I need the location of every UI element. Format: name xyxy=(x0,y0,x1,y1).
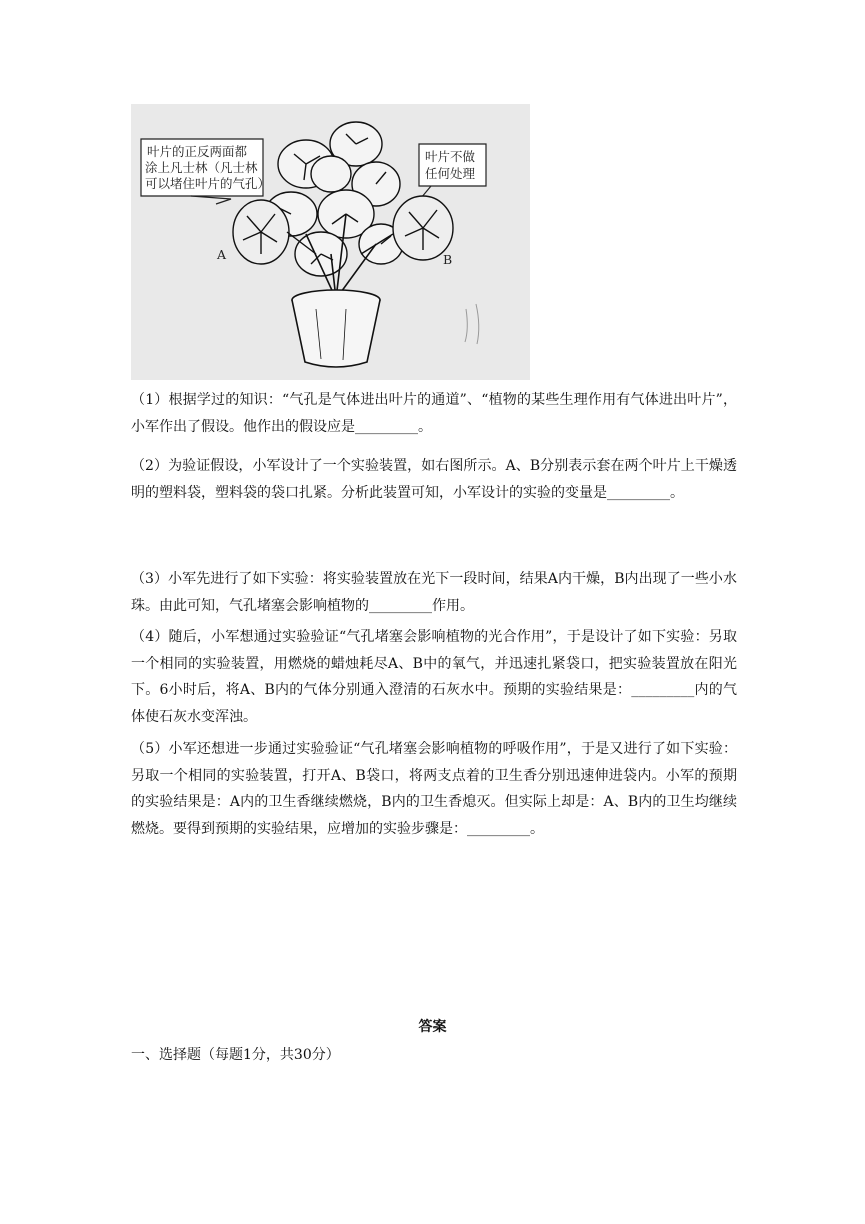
left-callout-line-2: 涂上凡士林（凡士林 xyxy=(145,160,258,175)
label-a: A xyxy=(217,247,227,262)
question-4: （4）随后，小军想通过实验验证“气孔堵塞会影响植物的光合作用”，于是设计了如下实验：另取一个相同的实验装置，用燃烧的蜡烛耗尽A、B中的氧气，并迅速扎紧袋口，把实验装置放在阳光下。6小时后，将A、B内的气体分别通入澄清的石灰水中。预期的实验结果是：_________内的气体使石灰水变浑浊。 xyxy=(131,629,737,725)
plant-experiment-figure xyxy=(131,104,530,380)
question-1: （1）根据学过的知识：“气孔是气体进出叶片的通道”、“植物的某些生理作用有气体进出叶片”，小军作出了假设。他作出的假设应是_________。 xyxy=(131,392,737,435)
question-3: （3）小军先进行了如下实验：将实验装置放在光下一段时间，结果A内干燥，B内出现了一些小水珠。由此可知，气孔堵塞会影响植物的_________作用。 xyxy=(131,571,737,614)
answer-heading: 答案 xyxy=(418,1019,447,1035)
right-callout xyxy=(416,144,486,204)
section-one-heading: 一、选择题（每题1分，共30分） xyxy=(131,1047,340,1063)
left-callout-line-1: 叶片的正反两面都 xyxy=(147,144,248,159)
right-callout-line-1: 叶片不做 xyxy=(425,149,476,164)
left-callout xyxy=(141,139,270,204)
flower-pot xyxy=(292,290,380,367)
right-callout-line-2: 任何处理 xyxy=(425,166,476,181)
question-2: （2）为验证假设，小军设计了一个实验装置，如右图所示。A、B分别表示套在两个叶片上干燥透明的塑料袋，塑料袋的袋口扎紧。分析此装置可知，小军设计的实验的变量是_________。 xyxy=(131,458,737,501)
question-5: （5）小军还想进一步通过实验验证“气孔堵塞会影响植物的呼吸作用”，于是又进行了如下实验：另取一个相同的实验装置，打开A、B袋口，将两支点着的卫生香分别迅速伸进袋内。小军的预期的实验结果是：A内的卫生香继续燃烧，B内的卫生香熄灭。但实际上却是：A、B内的卫生均继续燃烧。要得到预期的实验结果，应增加的实验步骤是：_________。 xyxy=(131,741,737,837)
label-b: B xyxy=(443,252,453,267)
left-callout-line-3: 可以堵住叶片的气孔） xyxy=(145,176,271,191)
plant-foliage xyxy=(265,122,403,276)
